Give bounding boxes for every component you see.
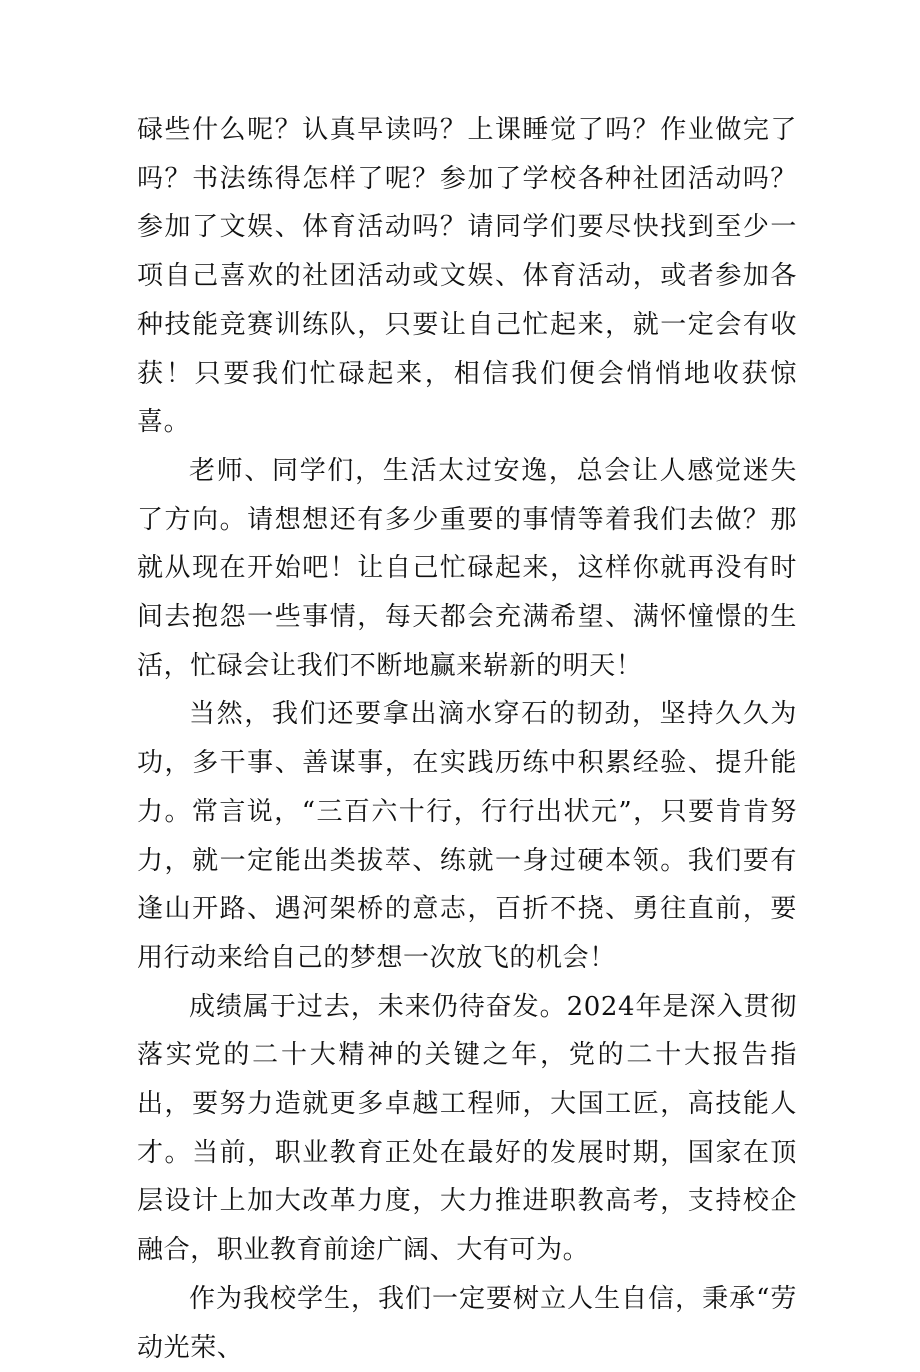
paragraph-4: 成绩属于过去，未来仍待奋发。2024年是深入贯彻落实党的二十大精神的关键之年，党的二十大报告指出，要努力造就更多卓越工程师，大国工匠，高技能人才。当前，职业教育正处在最好的发展时期，国家在顶层设计上加大改革力度，大力推进职教高考，支持校企融合，职业教育前途广阔、大有可为。 [137, 991, 797, 1266]
paragraph-5: 作为我校学生，我们一定要树立人生自信，秉承“劳动光荣、 [137, 1283, 797, 1363]
document-body [137, 106, 797, 1372]
paragraph-1: 碌些什么呢？认真早读吗？上课睡觉了吗？作业做完了吗？书法练得怎样了呢？参加了学校各种社团活动吗？参加了文娱、体育活动吗？请同学们要尽快找到至少一项自己喜欢的社团活动或文娱、体育活动，或者参加各种技能竞赛训练队，只要让自己忙起来，就一定会有收获！只要我们忙碌起来，相信我们便会悄悄地收获惊喜。 [137, 115, 797, 438]
paragraph-3: 当然，我们还要拿出滴水穿石的韧劲，坚持久久为功，多干事、善谋事，在实践历练中积累经验、提升能力。常言说，“三百六十行，行行出状元”，只要肯肯努力，就一定能出类拔萃、练就一身过硬本领。我们要有逢山开路、遇河架桥的意志，百折不挠、勇往直前，要用行动来给自己的梦想一次放飞的机会！ [137, 699, 797, 973]
paragraph-2: 老师、同学们，生活太过安逸，总会让人感觉迷失了方向。请想想还有多少重要的事情等着我们去做？那就从现在开始吧！让自己忙碌起来，这样你就再没有时间去抱怨一些事情，每天都会充满希望、满怀憧憬的生活，忙碌会让我们不断地赢来崭新的明天！ [137, 455, 797, 681]
